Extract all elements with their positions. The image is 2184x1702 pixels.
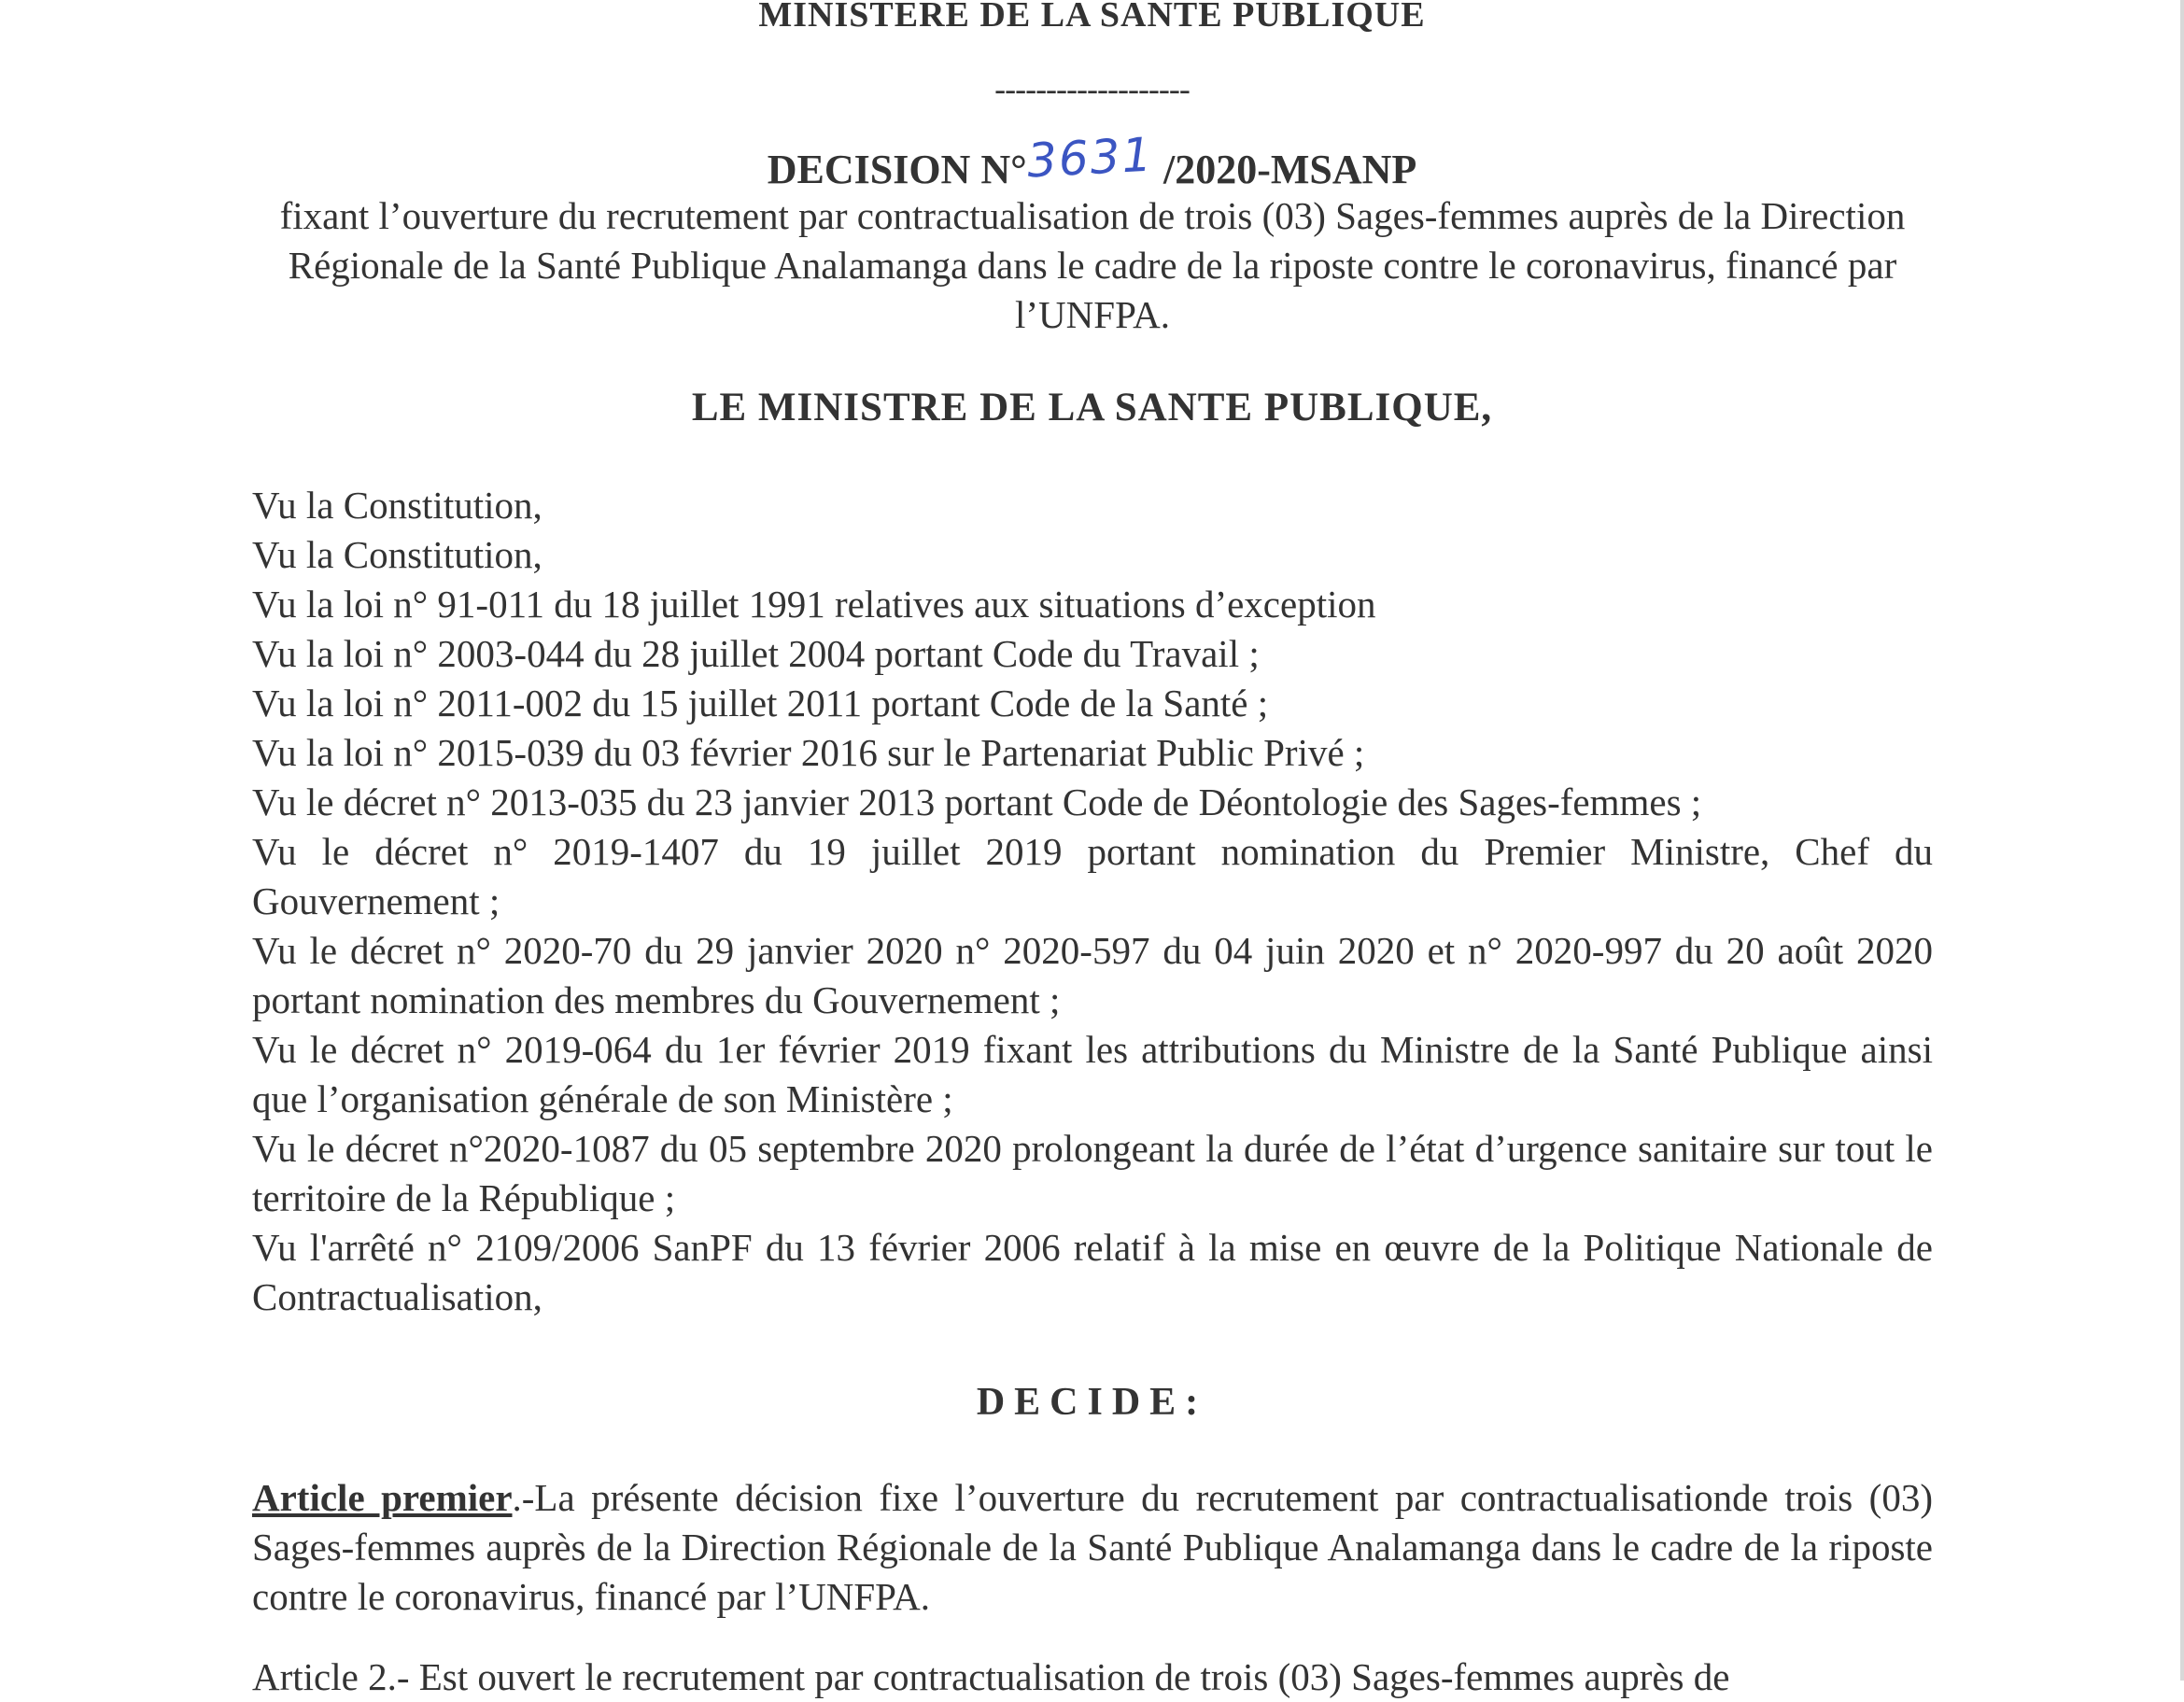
visa-line: Vu le décret n° 2019-064 du 1er février 2019 fixant les attributions du Ministre de la Santé Publique ainsi que l’organisation générale de son Ministère ; (252, 1028, 1933, 1120)
visa-line: Vu la Constitution, (252, 484, 542, 527)
decision-prefix: DECISION N° (767, 147, 1027, 192)
handwritten-decision-number: 3631 (1025, 127, 1155, 189)
page-edge (2180, 0, 2184, 1681)
decision-title (0, 127, 2184, 194)
decision-suffix: /2020-MSANP (1162, 147, 1417, 192)
visas-list (252, 481, 1933, 1322)
decide-heading: DECIDE: (976, 1381, 1208, 1424)
article-premier (252, 1473, 1933, 1622)
article-2-partial: Article 2.- Est ouvert le recrutement par contractualisation de trois (03) Sages-femmes auprès de (252, 1655, 1730, 1698)
visa-line: Vu le décret n°2020-1087 du 05 septembre 2020 prolongeant la durée de l’état d’urgence sanitaire sur tout le territoire de la République ; (252, 1127, 1933, 1219)
decision-subtitle: fixant l’ouverture du recrutement par contractualisation de trois (03) Sages-femmes auprès de la Direction Régionale de la Santé Publique Analamanga dans le cadre de la riposte contre le coronavirus, financé par l’UNFPA. (279, 194, 1906, 336)
visa-line: Vu la loi n° 91-011 du 18 juillet 1991 relatives aux situations d’exception (252, 583, 1376, 626)
visa-line: Vu la loi n° 2011-002 du 15 juillet 2011 portant Code de la Santé ; (252, 682, 1269, 724)
visa-line: Vu le décret n° 2019-1407 du 19 juillet 2019 portant nomination du Premier Ministre, Chef du Gouvernement ; (252, 830, 1933, 922)
header-divider: ------------------- (994, 70, 1190, 107)
ministry-header: MINISTERE DE LA SANTE PUBLIQUE (758, 0, 1426, 35)
visa-line: Vu l'arrêté n° 2109/2006 SanPF du 13 février 2006 relatif à la mise en œuvre de la Politique Nationale de Contractualisation, (252, 1226, 1933, 1318)
visa-line: Vu le décret n° 2013-035 du 23 janvier 2013 portant Code de Déontologie des Sages-femmes ; (252, 781, 1702, 823)
visa-line: Vu la loi n° 2015-039 du 03 février 2016 sur le Partenariat Public Privé ; (252, 731, 1365, 774)
minister-title: LE MINISTRE DE LA SANTE PUBLIQUE, (691, 386, 1493, 429)
article-premier-text: .-La présente décision fixe l’ouverture du recrutement par contractualisationde trois (03) Sages-femmes auprès de la Direction Régionale de la Santé Publique Analamanga dans le cadre de la riposte contre le coronavirus, financé par l’UNFPA. (252, 1476, 1933, 1618)
article-premier-title: Article premier (252, 1476, 513, 1519)
visa-line: Vu la Constitution, (252, 533, 542, 576)
visa-line: Vu la loi n° 2003-044 du 28 juillet 2004 portant Code du Travail ; (252, 632, 1260, 675)
visa-line: Vu le décret n° 2020-70 du 29 janvier 2020 n° 2020-597 du 04 juin 2020 et n° 2020-997 du 20 août 2020 portant nomination des membres du Gouvernement ; (252, 929, 1933, 1021)
